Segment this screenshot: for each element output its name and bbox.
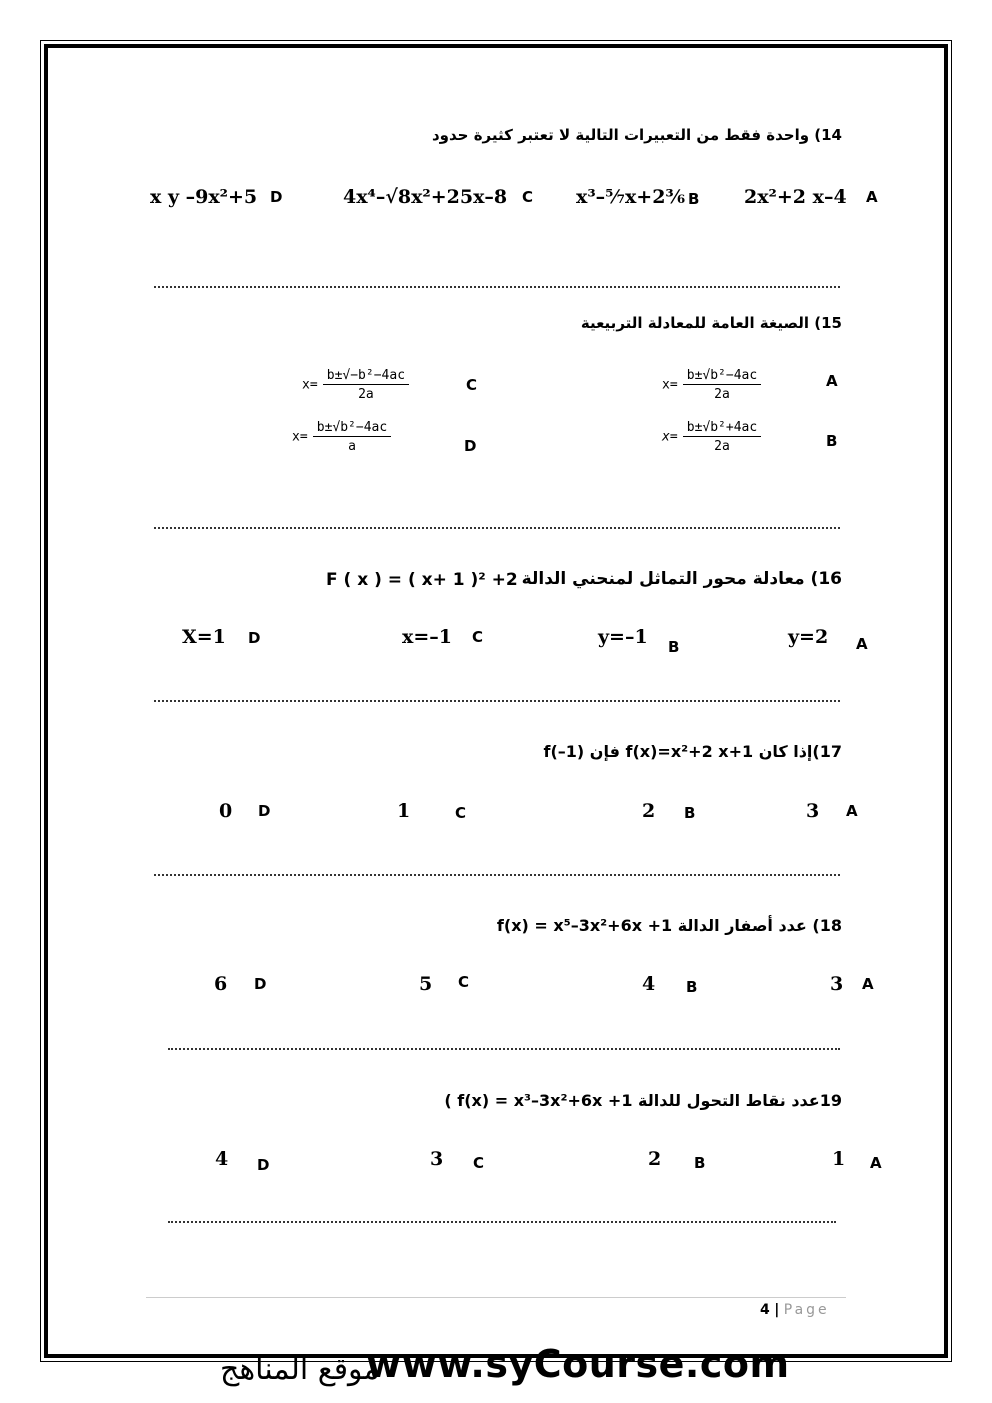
- q17-option-a: 3: [806, 800, 820, 822]
- fraction: [683, 420, 761, 454]
- q19-option-d: 4: [215, 1148, 229, 1170]
- q15-option-a-label: A: [826, 372, 838, 390]
- page-number: 4: [760, 1302, 770, 1318]
- question-17-text: 17)إذا كان f(x)=x²+2 x+1 فإن f(–1): [543, 742, 842, 761]
- denominator: 2a: [714, 439, 730, 454]
- answer-line-17: [154, 874, 840, 876]
- page-separator: |: [774, 1302, 780, 1318]
- q14-option-a: 2x²+2 x–4: [744, 186, 847, 208]
- q16-option-b-label: B: [668, 638, 680, 656]
- q17-option-c-label: C: [455, 804, 467, 822]
- q17-option-c: 1: [397, 800, 411, 822]
- page-word: Page: [783, 1302, 830, 1318]
- q18-option-d: 6: [214, 973, 228, 995]
- q19-option-a-label: A: [870, 1154, 882, 1172]
- q15-option-b: [662, 420, 761, 454]
- q16-option-c: x=–1: [402, 626, 452, 648]
- q16-option-c-label: C: [472, 628, 484, 646]
- q14-option-d-label: D: [270, 188, 283, 206]
- q19-option-a: 1: [832, 1148, 846, 1170]
- numerator: b±√−b²−4ac: [323, 368, 409, 385]
- x-equals: x=: [302, 377, 318, 393]
- q18-option-a-label: A: [862, 975, 874, 993]
- answer-line-15: [154, 527, 840, 529]
- q16-option-b: y=–1: [598, 626, 648, 648]
- numerator: b±√b²+4ac: [683, 420, 761, 437]
- denominator: 2a: [714, 387, 730, 402]
- q15-option-a: [662, 368, 761, 402]
- q14-option-c: 4x⁴–√8x²+25x–8: [343, 186, 508, 208]
- q18-option-b: 4: [642, 973, 656, 995]
- q15-option-c: [302, 368, 409, 402]
- q14-option-b: x³–⁵⁄₇x+2³⁄₆: [576, 186, 686, 208]
- question-18-text: 18) عدد أصفار الدالة f(x) = x⁵–3x²+6x +1: [496, 916, 842, 935]
- fraction: [323, 368, 409, 402]
- question-15-text: 15) الصيغة العامة للمعادلة التربيعية: [580, 314, 842, 332]
- question-16-text: 16) معادلة محور التماثل لمنحني الدالة: [521, 569, 842, 589]
- q17-option-b: 2: [642, 800, 656, 822]
- numerator: b±√b²−4ac: [683, 368, 761, 385]
- q18-option-b-label: B: [686, 978, 698, 996]
- q18-option-d-label: D: [254, 975, 267, 993]
- watermark-url: www.syCourse.com: [366, 1342, 790, 1386]
- q18-option-c-label: C: [458, 973, 470, 991]
- answer-line-19: [168, 1221, 836, 1223]
- watermark-arabic: موقع المناهج: [220, 1352, 380, 1387]
- q15-option-d: [292, 420, 391, 454]
- answer-line-14: [154, 286, 840, 288]
- footer-divider: [146, 1297, 846, 1298]
- answer-line-18: [168, 1048, 840, 1050]
- q19-option-d-label: D: [257, 1156, 270, 1174]
- q17-option-d: 0: [219, 800, 233, 822]
- q16-option-d: X=1: [182, 626, 226, 648]
- q18-option-a: 3: [830, 973, 844, 995]
- q19-option-c-label: C: [473, 1154, 485, 1172]
- q14-option-b-label: B: [688, 190, 700, 208]
- q16-option-a-label: A: [856, 635, 868, 653]
- fraction: [313, 420, 391, 454]
- q14-option-a-label: A: [866, 188, 878, 206]
- q15-option-d-label: D: [464, 437, 477, 455]
- q19-option-c: 3: [430, 1148, 444, 1170]
- x-equals: x=: [662, 429, 678, 445]
- q17-option-d-label: D: [258, 802, 271, 820]
- q17-option-a-label: A: [846, 802, 858, 820]
- question-19-text: 19عدد نقاط التحول للدالة f(x) = x³–3x²+6x +1 ): [444, 1091, 842, 1110]
- q15-option-b-label: B: [826, 432, 838, 450]
- q19-option-b: 2: [648, 1148, 662, 1170]
- fraction: [683, 368, 761, 402]
- q15-option-c-label: C: [466, 376, 478, 394]
- page-number-footer: [760, 1302, 830, 1318]
- numerator: b±√b²−4ac: [313, 420, 391, 437]
- q14-option-c-label: C: [522, 188, 534, 206]
- question-14-text: 14) واحدة فقط من التعبيرات التالية لا تعتبر كثيرة حدود: [431, 126, 842, 144]
- x-equals: x=: [662, 377, 678, 393]
- q18-option-c: 5: [419, 973, 433, 995]
- q16-option-a: y=2: [788, 626, 829, 648]
- q16-option-d-label: D: [248, 629, 261, 647]
- q19-option-b-label: B: [694, 1154, 706, 1172]
- q14-option-d: x y –9x²+5: [150, 186, 258, 208]
- answer-line-16: [154, 700, 840, 702]
- q17-option-b-label: B: [684, 804, 696, 822]
- x-equals: x=: [292, 429, 308, 445]
- denominator: a: [348, 439, 356, 454]
- q16-function: F ( x ) = ( x+ 1 )² +2: [326, 570, 518, 590]
- denominator: 2a: [358, 387, 374, 402]
